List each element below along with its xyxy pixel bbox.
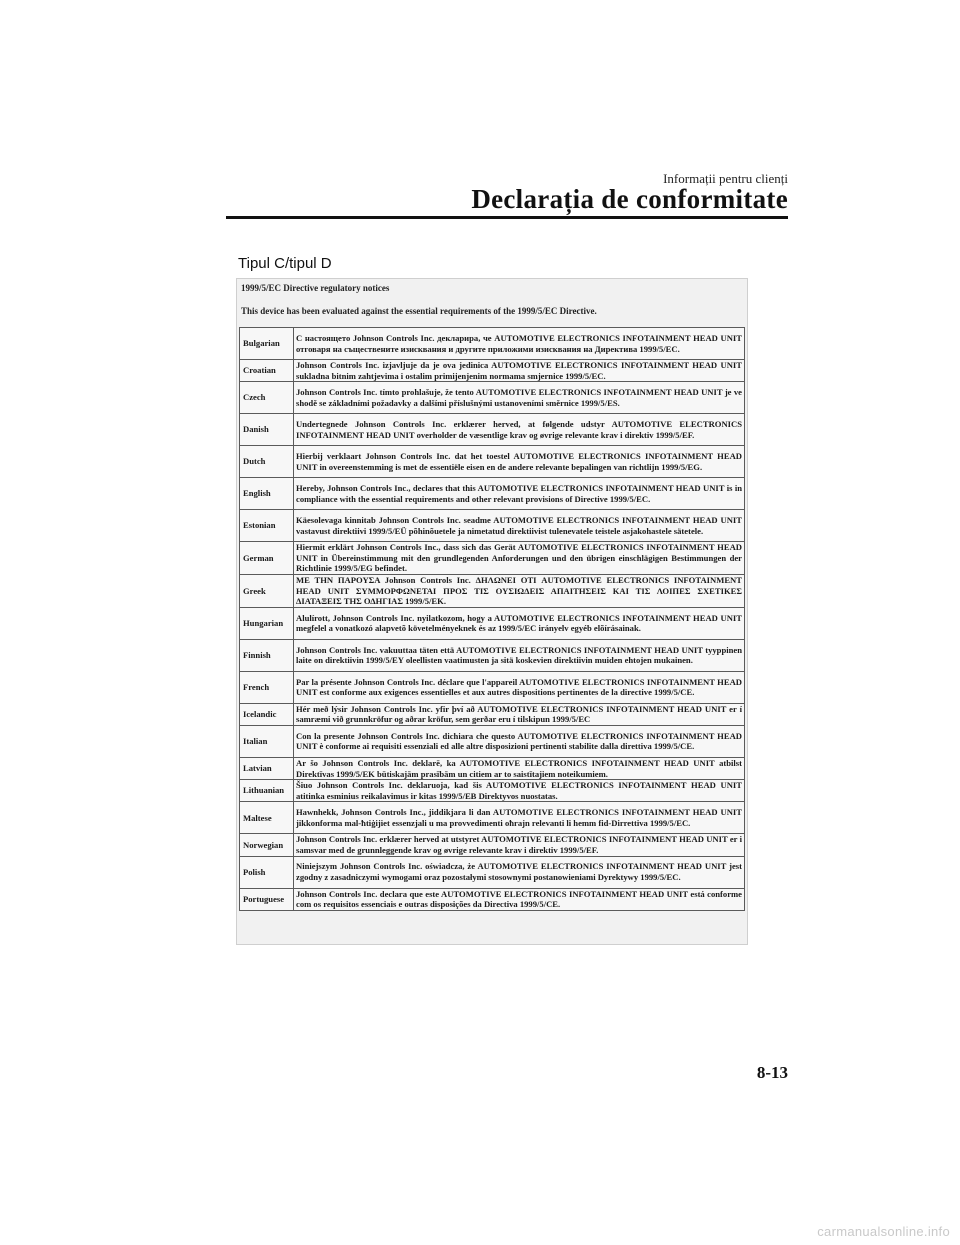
language-name: German [240, 542, 294, 575]
table-row [240, 725, 745, 757]
table-row [240, 757, 745, 779]
regulatory-notice-image [236, 278, 748, 945]
language-name: Czech [240, 382, 294, 414]
table-row [240, 834, 745, 856]
notice-title: 1999/5/EC Directive regulatory notices [241, 283, 390, 293]
table-row [240, 607, 745, 639]
declaration-text: Con la presente Johnson Controls Inc. dichiara che questo AUTOMOTIVE ELECTRONICS INFOTAINMENT HEAD UNIT è conforme ai requisiti essenziali ed alle altre disposizioni pertinenti stabilite dalla direttiva 1999/5/CE. [294, 725, 745, 757]
table-row [240, 446, 745, 478]
section-title: Tipul C/tipul D [238, 255, 332, 272]
table-row [240, 510, 745, 542]
table-row [240, 478, 745, 510]
table-row [240, 856, 745, 888]
header-rule [226, 216, 788, 219]
declaration-text: Johnson Controls Inc. erklærer herved at utstyret AUTOMOTIVE ELECTRONICS INFOTAINMENT HEAD UNIT er i samsvar med de grunnleggende krav og øvrige relevante krav i direktiv 1999/5/EF. [294, 834, 745, 856]
table-row [240, 542, 745, 575]
declaration-text: Alulírott, Johnson Controls Inc. nyilatkozom, hogy a AUTOMOTIVE ELECTRONICS INFOTAINMENT HEAD UNIT megfelel a vonatkozó alapvetõ követelményeknek és az 1999/5/EC irányelv egyéb elõírásainak. [294, 607, 745, 639]
watermark: carmanualsonline.info [817, 1224, 950, 1239]
table-row [240, 328, 745, 360]
declaration-text: Käesolevaga kinnitab Johnson Controls Inc. seadme AUTOMOTIVE ELECTRONICS INFOTAINMENT HEAD UNIT vastavust direktiivi 1999/5/EÜ põhinõuetele ja nimetatud direktiivist tulenevatele teistele asjakohastele sätetele. [294, 510, 745, 542]
table-row [240, 703, 745, 725]
table-row [240, 671, 745, 703]
declaration-text: Johnson Controls Inc. tímto prohlašuje, že tento AUTOMOTIVE ELECTRONICS INFOTAINMENT HEAD UNIT je ve shodě se základními požadavky a dalšími příslušnými ustanoveními směrnice 1999/5/ES. [294, 382, 745, 414]
language-name: Italian [240, 725, 294, 757]
language-name: Dutch [240, 446, 294, 478]
language-name: Finnish [240, 639, 294, 671]
table-row [240, 382, 745, 414]
declaration-text: ΜΕ ΤΗΝ ΠΑΡΟΥΣΑ Johnson Controls Inc. ΔΗΛΩΝΕΙ ΟΤΙ AUTOMOTIVE ELECTRONICS INFOTAINMENT HEAD UNIT ΣΥΜΜΟΡΦΩΝΕΤΑΙ ΠΡΟΣ ΤΙΣ ΟΥΣΙΩΔΕΙΣ ΑΠΑΙΤΗΣΕΙΣ ΚΑΙ ΤΙΣ ΛΟΙΠΕΣ ΣΧΕΤΙΚΕΣ ΔΙΑΤΑΞΕΙΣ ΤΗΣ ΟΔΗΓΙΑΣ 1999/5/ΕΚ. [294, 574, 745, 607]
language-name: French [240, 671, 294, 703]
declaration-text: Johnson Controls Inc. izjavljuje da je ova jedinica AUTOMOTIVE ELECTRONICS INFOTAINMENT HEAD UNIT sukladna bitnim zahtjevima i ostalim primijenjenim normama smjernice 1999/5/EC. [294, 360, 745, 382]
language-name: Icelandic [240, 703, 294, 725]
language-name: Hungarian [240, 607, 294, 639]
language-name: Croatian [240, 360, 294, 382]
notice-subtitle: This device has been evaluated against the essential requirements of the 1999/5/EC Directive. [241, 306, 597, 316]
table-row [240, 802, 745, 834]
language-declarations-body [240, 328, 745, 911]
language-name: English [240, 478, 294, 510]
declaration-text: Hér með lýsir Johnson Controls Inc. yfir því að AUTOMOTIVE ELECTRONICS INFOTAINMENT HEAD UNIT er í samræmi við grunnkröfur og aðrar kröfur, sem gerðar eru í tilskipun 1999/5/EC [294, 703, 745, 725]
language-name: Bulgarian [240, 328, 294, 360]
declaration-text: Hiermit erklärt Johnson Controls Inc., dass sich das Gerät AUTOMOTIVE ELECTRONICS INFOTAINMENT HEAD UNIT in Übereinstimmung mit den grundlegenden Anforderungen und den übrigen einschlägigen Bestimmungen der Richtlinie 1999/5/EG befindet. [294, 542, 745, 575]
declaration-text: Šiuo Johnson Controls Inc. deklaruoja, kad šis AUTOMOTIVE ELECTRONICS INFOTAINMENT HEAD UNIT atitinka esminius reikalavimus ir kitas 1999/5/EB Direktyvos nuostatas. [294, 780, 745, 802]
header-title: Declarația de conformitate [471, 184, 788, 214]
language-name: Maltese [240, 802, 294, 834]
declaration-text: Par la présente Johnson Controls Inc. déclare que l'appareil AUTOMOTIVE ELECTRONICS INFOTAINMENT HEAD UNIT est conforme aux exigences essentielles et aux autres dispositions pertinentes de la directive 1999/5/CE. [294, 671, 745, 703]
language-declarations-table [239, 327, 745, 911]
language-name: Danish [240, 414, 294, 446]
declaration-text: Undertegnede Johnson Controls Inc. erklærer herved, at følgende udstyr AUTOMOTIVE ELECTRONICS INFOTAINMENT HEAD UNIT overholder de væsentlige krav og øvrige relevante krav i direktiv 1999/5/EF. [294, 414, 745, 446]
language-name: Greek [240, 574, 294, 607]
declaration-text: Niniejszym Johnson Controls Inc. oświadcza, że AUTOMOTIVE ELECTRONICS INFOTAINMENT HEAD UNIT jest zgodny z zasadniczymi wymogami oraz pozostałymi stosownymi postanowieniami Dyrektywy 1999/5/EC. [294, 856, 745, 888]
language-name: Norwegian [240, 834, 294, 856]
declaration-text: С настоящето Johnson Controls Inc. декларира, че AUTOMOTIVE ELECTRONICS INFOTAINMENT HEAD UNIT отговаря на съществените изисквания и другите приложими изисквания на Директива 1999/5/EC. [294, 328, 745, 360]
table-row [240, 360, 745, 382]
declaration-text: Johnson Controls Inc. vakuuttaa täten että AUTOMOTIVE ELECTRONICS INFOTAINMENT HEAD UNIT tyyppinen laite on direktiivin 1999/5/EY oleellisten vaatimusten ja sitä koskevien direktiivin muiden ehtojen mukainen. [294, 639, 745, 671]
language-name: Portuguese [240, 888, 294, 910]
table-row [240, 639, 745, 671]
declaration-text: Hierbij verklaart Johnson Controls Inc. dat het toestel AUTOMOTIVE ELECTRONICS INFOTAINMENT HEAD UNIT in overeenstemming is met de essentiële eisen en de andere relevante bepalingen van richtlijn 1999/5/EG. [294, 446, 745, 478]
language-name: Latvian [240, 757, 294, 779]
page-number: 8-13 [756, 1063, 788, 1082]
declaration-text: Johnson Controls Inc. declara que este AUTOMOTIVE ELECTRONICS INFOTAINMENT HEAD UNIT está conforme com os requisitos essenciais e outras disposições da Directiva 1999/5/CE. [294, 888, 745, 910]
language-name: Polish [240, 856, 294, 888]
declaration-text: Hawnhekk, Johnson Controls Inc., jiddikjara li dan AUTOMOTIVE ELECTRONICS INFOTAINMENT HEAD UNIT jikkonforma mal-ħtiġijiet essenzjali u ma provvedimenti oħrajn relevanti li hemm fid-Dirrettiva 1999/5/EC. [294, 802, 745, 834]
table-row [240, 780, 745, 802]
table-row [240, 574, 745, 607]
table-row [240, 414, 745, 446]
language-name: Estonian [240, 510, 294, 542]
language-name: Lithuanian [240, 780, 294, 802]
table-row [240, 888, 745, 910]
declaration-text: Hereby, Johnson Controls Inc., declares that this AUTOMOTIVE ELECTRONICS INFOTAINMENT HEAD UNIT is in compliance with the essential requirements and other relevant provisions of Directive 1999/5/EC. [294, 478, 745, 510]
declaration-text: Ar šo Johnson Controls Inc. deklarē, ka AUTOMOTIVE ELECTRONICS INFOTAINMENT HEAD UNIT atbilst Direktīvas 1999/5/EK būtiskajām prasībām un citiem ar to saistītajiem noteikumiem. [294, 757, 745, 779]
header-subtitle: Informații pentru clienți [663, 171, 788, 186]
